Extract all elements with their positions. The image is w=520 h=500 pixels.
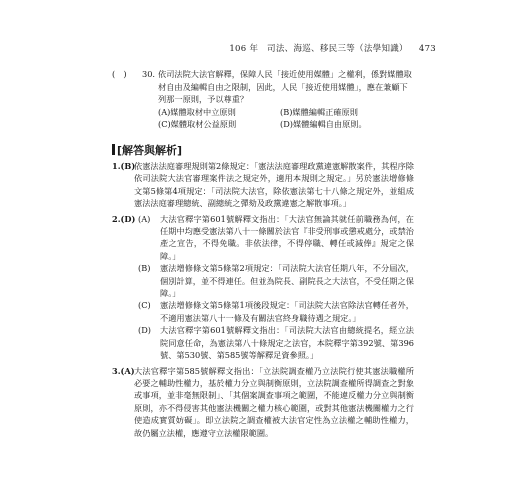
option-d: (D)媒體編輯自由原則。 [280, 119, 367, 129]
subitem-text: 大法官釋字第601號解釋文指出：「司法院大法官由總統提名，經立法院同意任命，為憲法第八十條規定之法官，本院釋字第392號、第396號、第530號、第585號等解釋足資參照。」 [160, 325, 414, 361]
page-number: 473 [418, 44, 436, 54]
section-title-text: 解答與解析 [122, 144, 178, 157]
question-30 [112, 68, 412, 131]
answer-2 [112, 213, 414, 362]
header-title: 106 年 司法、海巡、移民三等（法學知識） [229, 44, 408, 54]
answer-number: 2.(D) [112, 213, 136, 224]
running-header [229, 42, 436, 54]
answer-subitem [138, 262, 414, 299]
option-a: (A)媒體取材中立原則 [158, 106, 236, 117]
question-text: 依司法院大法官解釋，保障人民「接近使用媒體」之權利，係對媒體取材自由及編輯自由之限制，因此，人民「接近使用媒體」，應在兼顧下列那一原則，予以尊重？ [158, 69, 412, 104]
option-c: (C)媒體取材公益原則 [158, 119, 237, 129]
answer-3 [112, 365, 414, 439]
question-options [158, 106, 412, 131]
answer-subitem [138, 299, 414, 324]
answer-bracket: ( ) [112, 69, 127, 79]
subitem-label: (A) [138, 213, 151, 224]
answer-text: 大法官釋字第585號解釋文指出：「立法院調查權乃立法院行使其憲法職權所必要之輔助性權力，基於權力分立與制衡原則，立法院調查權所得調查之對象或事項，並非毫無限制」、「其個案調查事項之範圍，不能違反權力分立與制衡原則，亦不得侵害其他憲法機關之權力核心範圍，或對其他憲法機關權力之行使造成實質妨礙」。即立法院之調查權被大法官定性為立法權之輔助性權力，故仍屬立法權，應遵守立法權限範圍。 [134, 365, 414, 438]
answer-subitem [138, 324, 414, 361]
answer-subitem [138, 213, 414, 263]
answers-list [112, 160, 414, 442]
answer-1 [112, 160, 414, 210]
subitem-label: (B) [138, 263, 151, 274]
subitem-text: 大法官釋字第601號解釋文指出：「大法官無論其就任前職務為何，在任期中均應受憲法第八十一條關於法官『非受刑事或懲戒處分，或禁治產之宣告，不得免職。非依法律，不得停職、轉任或減俸』規定之保障。」 [160, 213, 414, 261]
subitem-text: 憲法增修條文第5條第1項後段規定：「司法院大法官除法官轉任者外，不適用憲法第八十一條及有關法官終身職待遇之規定。」 [160, 300, 414, 323]
answer-number: 3.(A) [112, 365, 135, 376]
section-marker-icon [112, 144, 115, 155]
answer-subitems [138, 213, 414, 362]
question-number: 30. [142, 69, 156, 79]
subitem-label: (D) [138, 325, 151, 336]
answer-text: 依憲法法庭審理規則第2條規定：「憲法法庭審理政黨違憲解散案件，其程序除依司法院大法官審理案件法之規定外，適用本規則之規定。」另於憲法增修條文第5條第4項規定：「司法院大法官，除依憲法第七十八條之規定外，並組成憲法法庭審理總統、副總統之彈劾及政黨違憲之解散事項。」 [134, 161, 414, 209]
section-title: [解答與解析] [112, 142, 182, 158]
answer-number: 1.(B) [112, 161, 136, 171]
subitem-label: (C) [138, 300, 151, 311]
option-b: (B)媒體編輯正確原則 [280, 106, 358, 117]
subitem-text: 憲法增修條文第5條第2項規定：「司法院大法官任期八年，不分屆次，個別計算，並不得連任。但並為院長、副院長之大法官，不受任期之保障。」 [160, 263, 414, 299]
